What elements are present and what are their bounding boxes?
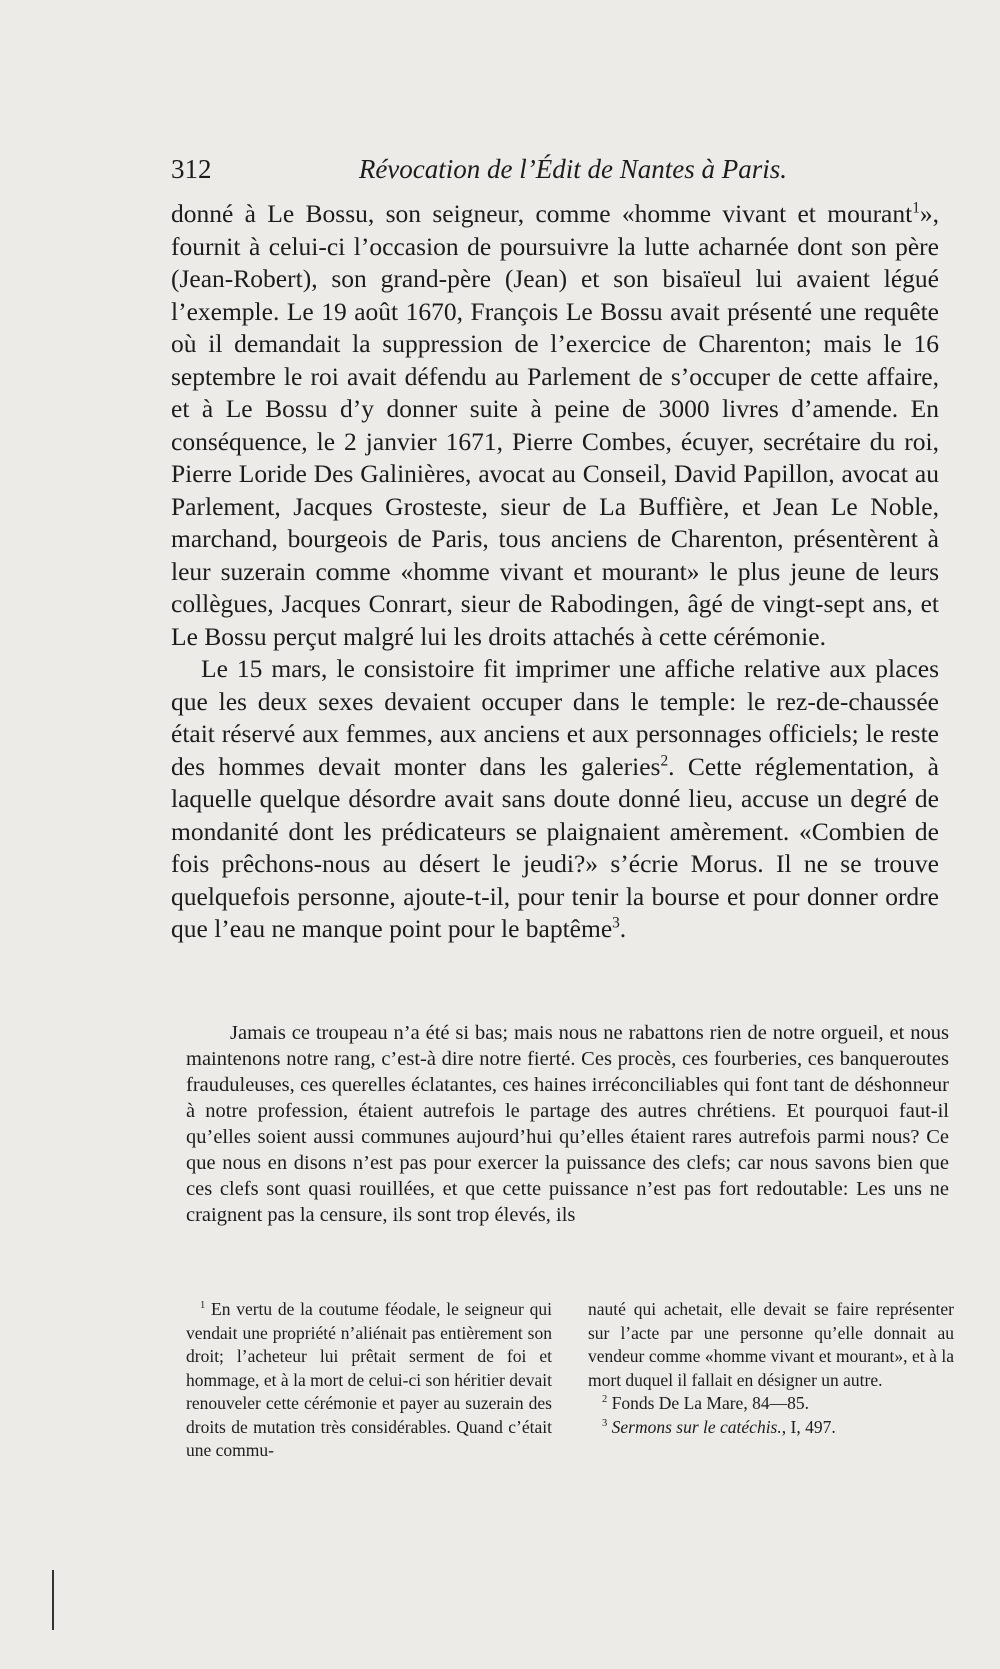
margin-mark: [52, 1570, 54, 1630]
paragraph-2-text-c: .: [619, 914, 627, 943]
page-number: 312: [171, 154, 212, 184]
footnote-column-left: [186, 1298, 552, 1463]
footnote-column-right: [588, 1298, 954, 1439]
paragraph-1: [171, 198, 939, 653]
footnote-1-text: En vertu de la coutume féodale, le seigneur qui vendait une propriété n’aliénait pas entièrement son droit; l’acheteur lui prêtait serment de foi et hommage, et à la mort de celui-ci son héritier devait renouveler cette cérémonie et payer au suzerain des droits de mutation très considérables. Quand c’était une commu-: [186, 1299, 552, 1460]
paragraph-2-text-a: Le 15 mars, le consistoire fit imprimer une affiche relative aux places que les deux sexes devaient occuper dans le temple: le rez-de-chaussée était réservé aux femmes, aux anciens et aux personnages officiels; le reste des hommes devait monter dans les galeries: [171, 654, 939, 781]
block-quote-text: Jamais ce troupeau n’a été si bas; mais nous ne rabattons rien de notre orgueil, et nous maintenons notre rang, c’est-à dire notre fierté. Ces procès, ces fourberies, ces banqueroutes frauduleuses, ces querelles éclatantes, ces haines irréconciliables qui font tant de déshonneur à notre profession, étaient autrefois le partage des autres chrétiens. Et pourquoi faut-il qu’elles soient aussi communes aujourd’hui qu’elles étaient rares autrefois parmi nous? Ce que nous en disons n’est pas pour exercer la puissance des clefs; car nous savons bien que ces clefs sont quasi rouillées, et que cette puissance n’est pas fort redoutable: Les uns ne craignent pas la censure, ils sont trop élevés, ils: [186, 1022, 949, 1226]
footnote-2-text: Fonds De La Mare, 84—85.: [607, 1393, 809, 1413]
paragraph-2: [171, 653, 939, 946]
main-text: [171, 198, 939, 946]
footnote-1: [186, 1298, 552, 1463]
footnote-2: [588, 1392, 954, 1416]
paragraph-2-text-b: . Cette réglementation, à laquelle quelque désordre avait sans doute donné lieu, accuse un degré de mondanité dont les prédicateurs se plaignaient amèrement. «Combien de fois prêchons-nous au désert le jeudi?» s’écrie Morus. Il ne se trouve quelquefois personne, ajoute-t-il, pour tenir la bourse et pour donner ordre que l’eau ne manque point pour le baptême: [171, 751, 940, 943]
footnote-3-title: Sermons sur le catéchis.: [611, 1416, 782, 1437]
footnote-ref-3: 3: [612, 914, 620, 932]
running-title: Révocation de l’Édit de Nantes à Paris.: [358, 154, 787, 184]
footnote-1-continued: nauté qui achetait, elle devait se faire représenter sur l’acte par une personne qu’elle donnait au vendeur comme «homme vivant et mourant», et à la mort duquel il fallait en désigner un autre.: [588, 1299, 954, 1390]
paragraph-1-text-b: », fournit à celui-ci l’occasion de poursuivre la lutte acharnée dont son père (Jean-Robert), son grand-père (Jean) et son bisaïeul lui avaient légué l’exemple. Le 19 août 1670, François Le Bossu avait présenté une requête où il demandait la suppression de l’exercice de Charenton; mais le 16 septembre le roi avait défendu au Parlement de s’occuper de cette affaire, et à Le Bossu d’y donner suite à peine de 3000 livres d’amende. En conséquence, le 2 janvier 1671, Pierre Combes, écuyer, secrétaire du roi, Pierre Loride Des Galinières, avocat au Conseil, David Papillon, avocat au Parlement, Jacques Grosteste, sieur de La Buffière, et Jean Le Noble, marchand, bourgeois de Paris, tous anciens de Charenton, présentèrent à leur suzerain comme «homme vivant et mourant» le plus jeune de leurs collègues, Jacques Conrart, sieur de Rabodingen, âgé de vingt-sept ans, et Le Bossu perçut malgré lui les droits attachés à cette cérémonie.: [171, 199, 939, 651]
footnote-ref-1: 1: [912, 199, 920, 217]
footnote-3: [588, 1416, 954, 1440]
footnote-2-marker: 2: [602, 1394, 608, 1406]
paragraph-1-text-a: donné à Le Bossu, son seigneur, comme «homme vivant et mourant: [171, 199, 913, 228]
footnote-ref-2: 2: [660, 752, 669, 769]
footnote-1-marker: 1: [200, 1300, 206, 1312]
block-quote: [186, 1020, 949, 1228]
footnote-3-ref: , I, 497.: [781, 1416, 836, 1437]
footnote-3-marker: 3: [602, 1417, 608, 1429]
